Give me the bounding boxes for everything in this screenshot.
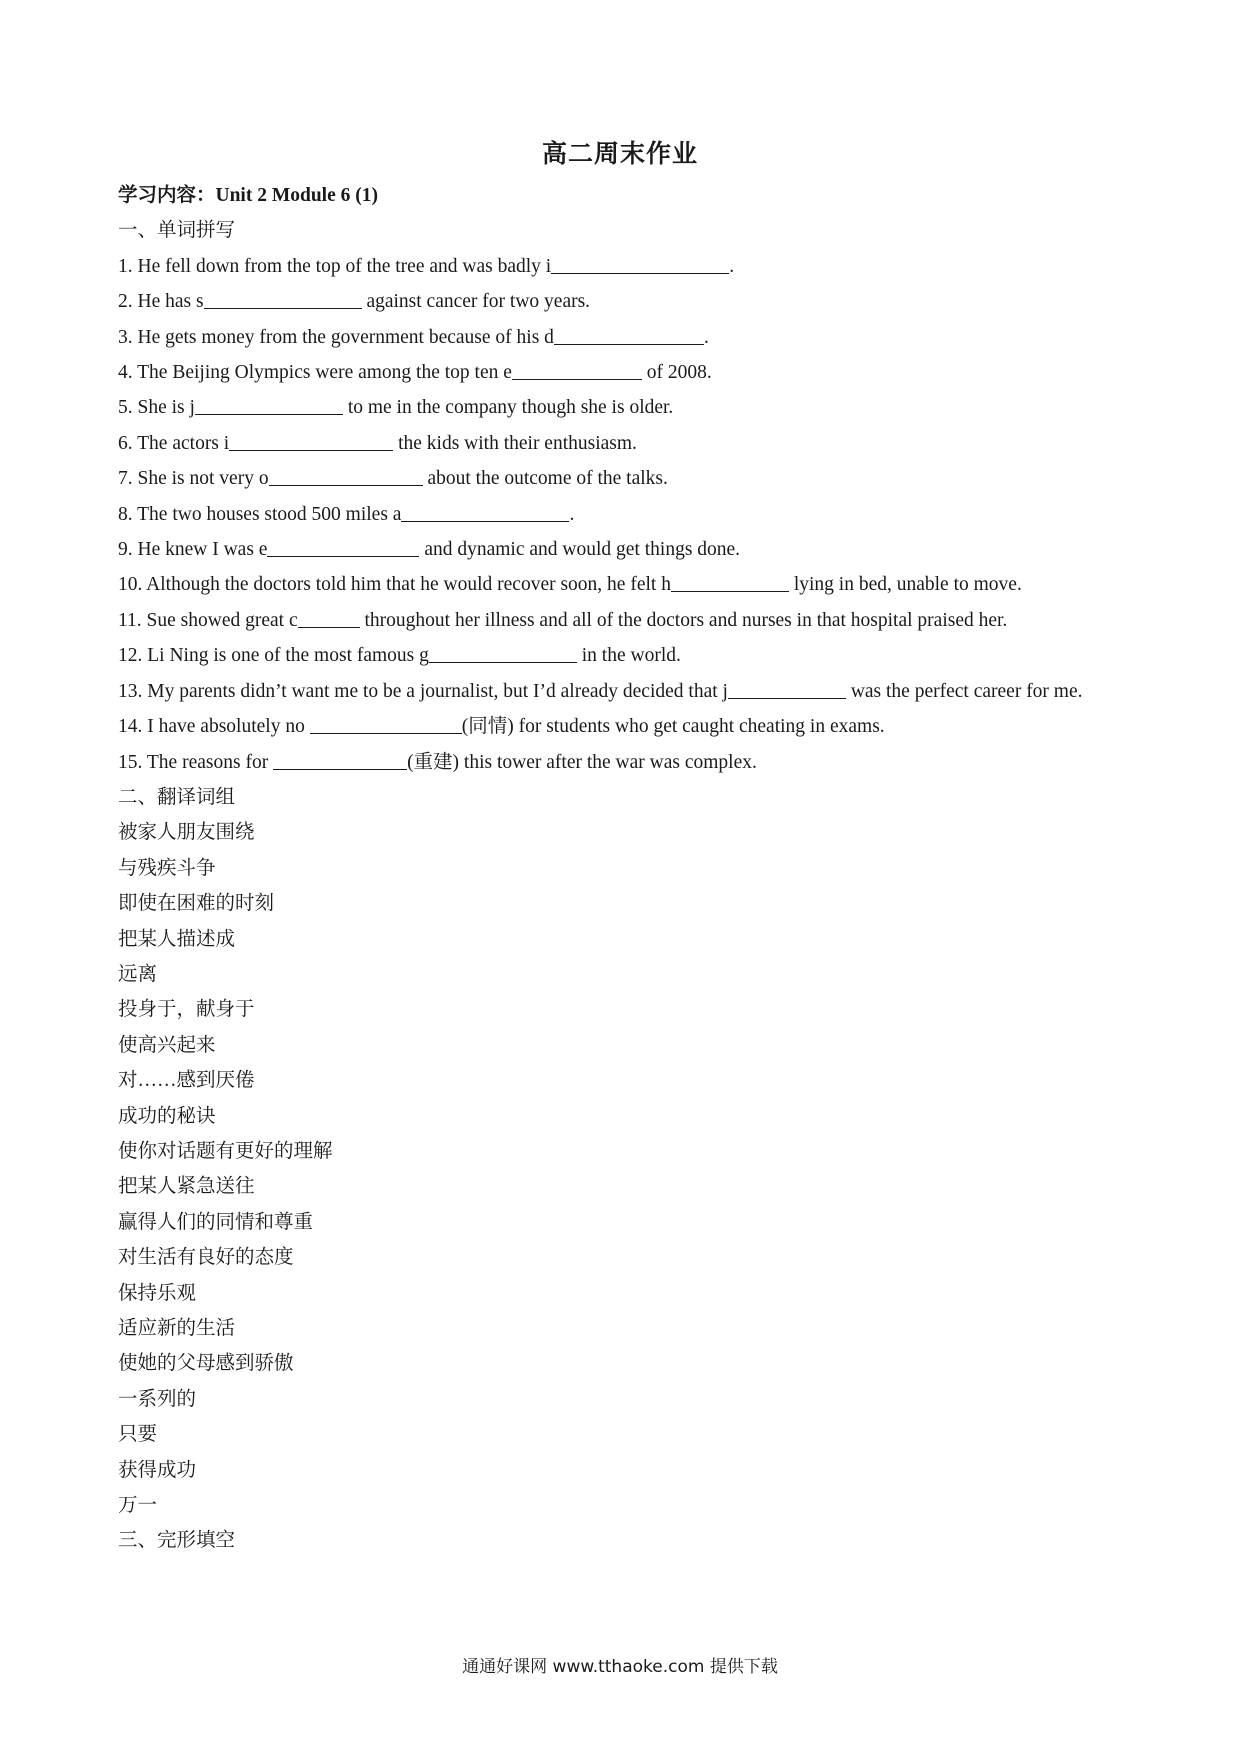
translation-phrase: 一系列的 <box>118 1388 197 1410</box>
exercise-item <box>118 567 1128 602</box>
exercise-text: lying in bed, unable to move. <box>788 574 1022 596</box>
exercise-text: 11. Sue showed great c <box>118 609 298 631</box>
answer-blank[interactable] <box>204 288 362 309</box>
exercise-text: in the world. <box>576 645 681 667</box>
exercise-text: 4. The Beijing Olympics were among the top ten e <box>118 362 512 384</box>
exercise-item <box>118 320 1128 355</box>
translation-phrase: 获得成功 <box>118 1459 197 1481</box>
translation-phrase: 使高兴起来 <box>118 1034 216 1056</box>
exercise-text: and dynamic and would get things done. <box>419 539 741 561</box>
exercise-text: the kids with their enthusiasm. <box>393 432 637 454</box>
exercise-text: about the outcome of the talks. <box>422 468 668 490</box>
spelling-exercise-list <box>118 249 1128 780</box>
translation-phrase-list <box>118 815 1128 1523</box>
answer-blank[interactable] <box>310 713 462 734</box>
exercise-item <box>118 426 1128 461</box>
exercise-text: 6. The actors i <box>118 432 230 454</box>
exercise-text: . <box>569 503 575 525</box>
translation-phrase: 把某人描述成 <box>118 928 236 950</box>
exercise-item <box>118 249 1128 284</box>
exercise-item <box>118 709 1128 744</box>
exercise-item <box>118 284 1128 319</box>
exercise-item <box>118 497 1128 532</box>
exercise-text: 9. He knew I was e <box>118 539 268 561</box>
exercise-text: was the perfect career for me. <box>845 680 1083 702</box>
exercise-text: 13. My parents didn’t want me to be a journalist, but I’d already decided that j <box>118 680 728 702</box>
study-content-subtitle: 学习内容：Unit 2 Module 6 (1) <box>118 185 378 206</box>
answer-blank[interactable] <box>269 465 423 486</box>
exercise-item <box>118 355 1128 390</box>
answer-blank[interactable] <box>195 394 343 415</box>
exercise-text: . <box>703 326 709 348</box>
exercise-text: (同情) for students who get caught cheating in exams. <box>461 716 885 738</box>
exercise-text: 12. Li Ning is one of the most famous g <box>118 645 429 667</box>
exercise-item <box>118 674 1128 709</box>
translation-phrase: 与残疾斗争 <box>118 857 216 879</box>
translation-phrase: 对……感到厌倦 <box>118 1070 255 1092</box>
exercise-text: 1. He fell down from the top of the tree and was badly i <box>118 255 552 277</box>
exercise-text: 10. Although the doctors told him that he would recover soon, he felt h <box>118 574 671 596</box>
exercise-text: 8. The two houses stood 500 miles a <box>118 503 402 525</box>
exercise-text: 15. The reasons for <box>118 751 274 773</box>
translation-phrase: 万一 <box>118 1495 158 1517</box>
page-footer: 通通好课网 www.tthaoke.com 提供下载 <box>462 1657 778 1677</box>
exercise-text: 3. He gets money from the government because of his d <box>118 326 554 348</box>
translation-phrase: 即使在困难的时刻 <box>118 893 275 915</box>
exercise-item <box>118 745 1128 780</box>
exercise-item <box>118 461 1128 496</box>
exercise-text: 14. I have absolutely no <box>118 716 310 738</box>
exercise-text: throughout her illness and all of the doctors and nurses in that hospital praised her. <box>359 609 1008 631</box>
answer-blank[interactable] <box>671 571 789 592</box>
exercise-text: of 2008. <box>641 362 712 384</box>
translation-phrase: 赢得人们的同情和尊重 <box>118 1211 314 1233</box>
answer-blank[interactable] <box>229 430 393 451</box>
exercise-text: against cancer for two years. <box>361 291 591 313</box>
answer-blank[interactable] <box>267 536 419 557</box>
answer-blank[interactable] <box>401 501 569 522</box>
exercise-item <box>118 603 1128 638</box>
answer-blank[interactable] <box>273 749 407 770</box>
translation-phrase: 适应新的生活 <box>118 1318 236 1339</box>
translation-phrase: 投身于，献身于 <box>118 999 255 1021</box>
translation-phrase: 保持乐观 <box>118 1282 197 1304</box>
translation-phrase: 对生活有良好的态度 <box>118 1247 294 1269</box>
translation-phrase: 只要 <box>118 1424 158 1446</box>
translation-phrase: 使你对话题有更好的理解 <box>118 1140 333 1162</box>
exercise-item <box>118 390 1128 425</box>
answer-blank[interactable] <box>298 607 360 628</box>
answer-blank[interactable] <box>728 678 846 699</box>
exercise-item <box>118 532 1128 567</box>
section-heading-cloze: 三、完形填空 <box>118 1530 236 1552</box>
exercise-text: (重建) this tower after the war was complex. <box>407 751 757 773</box>
answer-blank[interactable] <box>512 359 642 380</box>
translation-phrase: 远离 <box>118 963 158 985</box>
exercise-item <box>118 638 1128 673</box>
section-heading-translation: 二、翻译词组 <box>118 786 236 808</box>
exercise-text: . <box>729 255 735 277</box>
answer-blank[interactable] <box>551 253 729 274</box>
page-title: 高二周末作业 <box>541 141 698 168</box>
section-heading-spelling: 一、单词拼写 <box>118 220 236 242</box>
translation-phrase: 成功的秘诀 <box>118 1105 216 1127</box>
exercise-text: 2. He has s <box>118 291 204 313</box>
translation-phrase: 被家人朋友围绕 <box>118 822 255 844</box>
exercise-text: 7. She is not very o <box>118 468 269 490</box>
worksheet-body <box>118 178 1128 1559</box>
translation-phrase: 把某人紧急送往 <box>118 1176 255 1198</box>
answer-blank[interactable] <box>554 324 704 345</box>
exercise-text: to me in the company though she is older. <box>342 397 674 419</box>
translation-phrase: 使她的父母感到骄傲 <box>118 1353 294 1375</box>
answer-blank[interactable] <box>429 642 577 663</box>
exercise-text: 5. She is j <box>118 397 195 419</box>
